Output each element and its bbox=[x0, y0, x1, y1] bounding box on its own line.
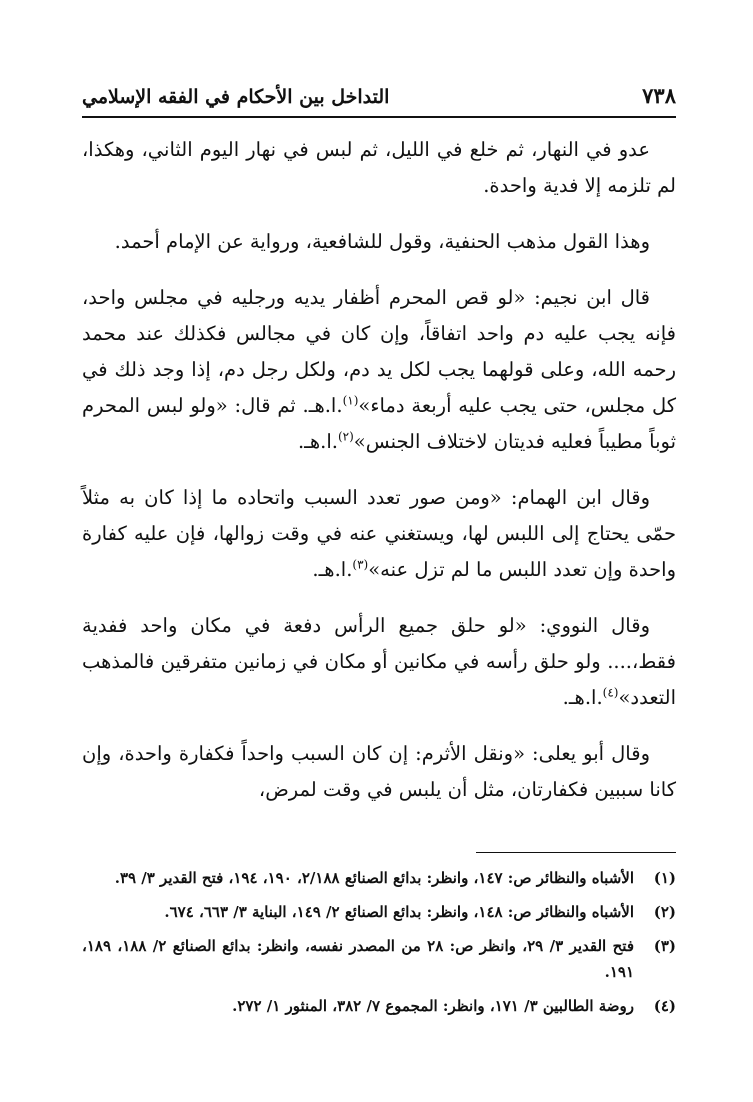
paragraph-text: وقال النووي: «لو حلق جميع الرأس دفعة في مكان واحد ففدية فقط،.... ولو حلق رأسه في مكانين أو مكان في زمانين متفرقين فالمذهب التعدد» bbox=[82, 614, 676, 709]
paragraph-5 bbox=[82, 608, 676, 716]
paragraph-text-end: .ا.هـ. bbox=[562, 686, 603, 709]
running-title: التداخل بين الأحكام في الفقه الإسلامي bbox=[82, 86, 390, 108]
footnote-ref-2: (٢) bbox=[337, 429, 354, 444]
book-page bbox=[82, 70, 676, 1027]
footnote-number: (١) bbox=[653, 869, 676, 887]
footnote-2 bbox=[82, 899, 676, 925]
footnote-ref-1: (١) bbox=[342, 393, 359, 408]
footnote-1 bbox=[82, 865, 676, 891]
footnote-number: (٤) bbox=[653, 997, 676, 1015]
paragraph-text: وقال أبو يعلى: «ونقل الأثرم: إن كان السبب واحداً فكفارة واحدة، وإن كانا سببين فكفارتان، مثل أن يلبس في وقت لمرض، bbox=[82, 742, 676, 801]
footnote-text: فتح القدير ٣/ ٢٩، وانظر ص: ٢٨ من المصدر نفسه، وانظر: بدائع الصنائع ٢/ ١٨٨، ١٨٩، ١٩١. bbox=[82, 937, 634, 981]
paragraph-text-continued: .ا.هـ. ثم قال: «ولو لبس المحرم ثوباً مطيباً فعليه فديتان لاختلاف الجنس» bbox=[82, 394, 676, 453]
footnote-ref-4: (٤) bbox=[602, 685, 619, 700]
footnote-text: روضة الطالبين ٣/ ١٧١، وانظر: المجموع ٧/ ٣٨٢، المنثور ١/ ٢٧٢. bbox=[232, 997, 634, 1015]
paragraph-2 bbox=[82, 224, 676, 260]
header-divider bbox=[82, 116, 676, 118]
main-text bbox=[82, 132, 676, 808]
paragraph-text-end: .ا.هـ. bbox=[297, 430, 338, 453]
paragraph-4 bbox=[82, 480, 676, 588]
paragraph-6 bbox=[82, 736, 676, 808]
running-header bbox=[82, 70, 676, 108]
paragraph-3 bbox=[82, 280, 676, 460]
paragraph-text: قال ابن نجيم: «لو قص المحرم أظفار يديه ورجليه في مجلس واحد، فإنه يجب عليه دم واحد اتفاقاً، وإن كان في مجالس فكذلك عند محمد رحمه الله، وعلى قولهما يجب لكل يد دم، ولكل رجل دم، إذا وجد ذلك في كل مجلس، حتى يجب عليه أربعة دماء» bbox=[82, 286, 676, 417]
footnote-number: (٣) bbox=[653, 937, 676, 955]
footnote-ref-3: (٣) bbox=[352, 557, 369, 572]
footnote-number: (٢) bbox=[653, 903, 676, 921]
paragraph-text: عدو في النهار، ثم خلع في الليل، ثم لبس في نهار اليوم الثاني، وهكذا، لم تلزمه إلا فدية واحدة. bbox=[82, 138, 676, 197]
page-number: ٧٣٨ bbox=[642, 83, 676, 108]
paragraph-text: وهذا القول مذهب الحنفية، وقول للشافعية، ورواية عن الإمام أحمد. bbox=[114, 230, 650, 253]
footnotes bbox=[82, 865, 676, 1019]
paragraph-text: وقال ابن الهمام: «ومن صور تعدد السبب واتحاده ما إذا كان به مثلاً حمّى يحتاج إلى اللبس لها، ويستغني عنه في وقت زوالها، فإن عليه كفارة واحدة وإن تعدد اللبس ما لم تزل عنه» bbox=[82, 486, 676, 581]
footnote-text: الأشباه والنظائر ص: ١٤٧، وانظر: بدائع الصنائع ٢/١٨٨، ١٩٠، ١٩٤، فتح القدير ٣/ ٣٩. bbox=[114, 869, 634, 887]
paragraph-1 bbox=[82, 132, 676, 204]
paragraph-text-end: .ا.هـ. bbox=[312, 558, 353, 581]
footnote-4 bbox=[82, 993, 676, 1019]
footnote-3 bbox=[82, 933, 676, 985]
footnote-text: الأشباه والنظائر ص: ١٤٨، وانظر: بدائع الصنائع ٢/ ١٤٩، البناية ٣/ ٦٦٣، ٦٧٤. bbox=[164, 903, 634, 921]
footnote-divider bbox=[476, 852, 676, 853]
